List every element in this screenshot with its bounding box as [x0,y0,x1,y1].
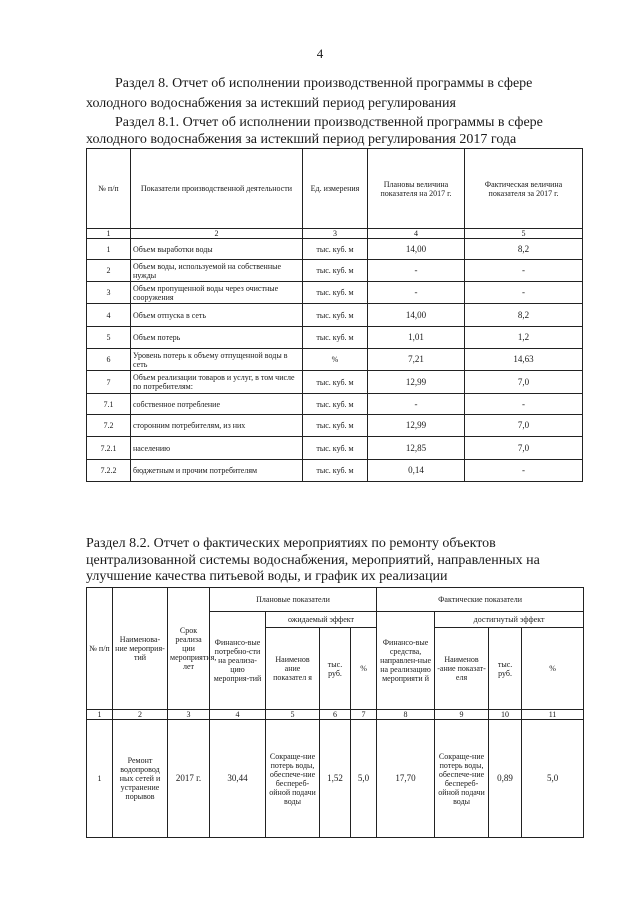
row-plan: 0,14 [368,460,465,482]
header-fact: Фактическая величина показателя за 2017 г. [465,149,583,229]
header-plan-effect-name: Наименов ание показател я [266,628,320,710]
col-number: 3 [168,710,210,720]
column-number-row [87,229,583,239]
col-number: 4 [368,229,465,239]
header-indicator: Показатели производственной деятельности [131,149,303,229]
section-8-2-heading-line1: Раздел 8.2. Отчет о фактических мероприятиях по ремонту объектов [86,536,496,551]
table-row [87,327,583,349]
table-row [87,239,583,260]
header-name: Наименова-ние мероприя-тий [113,588,168,710]
header-term: Срок реализа ции мероприятия, лет [168,588,210,710]
table-row [87,720,584,838]
row-unit: тыс. куб. м [303,415,368,437]
row-unit: тыс. куб. м [303,437,368,460]
row-name: Объем воды, используемой на собственные нужды [131,260,303,282]
row-fact: 14,63 [465,349,583,371]
row-name: Объем отпуска в сеть [131,304,303,327]
col-number: 8 [377,710,435,720]
row-fact: 7,0 [465,415,583,437]
header-plan-effect-thousand: тыс. руб. [320,628,351,710]
header-plan-effect-pct: % [351,628,377,710]
row-plan: 12,99 [368,371,465,394]
row-num: 6 [87,349,131,371]
row-term: 2017 г. [168,720,210,838]
row-plan: - [368,394,465,415]
page-number: 4 [316,46,324,61]
row-name: населению [131,437,303,460]
row-num: 4 [87,304,131,327]
row-num: 7.2.2 [87,460,131,482]
col-number: 1 [87,710,113,720]
row-fact: - [465,394,583,415]
table-row [87,304,583,327]
row-fact: - [465,282,583,304]
header-unit: Ед. измерения [303,149,368,229]
table-row [87,394,583,415]
row-num: 2 [87,260,131,282]
column-number-row [87,710,584,720]
table-row [87,260,583,282]
col-number: 4 [210,710,266,720]
col-number: 2 [113,710,168,720]
row-plan-effect-pct: 5,0 [351,720,377,838]
row-plan: 14,00 [368,304,465,327]
row-unit: тыс. куб. м [303,260,368,282]
row-name: Объем выработки воды [131,239,303,260]
section-8-1-heading-line2: холодного водоснабжения за истекший период регулирования 2017 года [86,132,517,147]
table-row [87,349,583,371]
row-fact: 8,2 [465,239,583,260]
row-name: Объем реализации товаров и услуг, в том числе по потребителям: [131,371,303,394]
header-fact-effect-pct: % [522,628,584,710]
section-8-heading-line1: Раздел 8. Отчет об исполнении производственной программы в сфере [115,76,533,91]
row-fact-finance: 17,70 [377,720,435,838]
row-unit: тыс. куб. м [303,394,368,415]
row-plan: - [368,260,465,282]
section-8-2-heading-line2: централизованной системы водоснабжения, мероприятий, направленных на [86,553,540,568]
row-num: 7.1 [87,394,131,415]
col-number: 11 [522,710,584,720]
table-row [87,460,583,482]
header-fact-effect-name: Наименов -ание показат-еля [435,628,489,710]
row-num: 7.2.1 [87,437,131,460]
col-number: 6 [320,710,351,720]
col-number: 2 [131,229,303,239]
row-unit: тыс. куб. м [303,304,368,327]
row-plan-effect-thousand: 1,52 [320,720,351,838]
production-program-table [86,148,583,482]
row-fact-effect-thousand: 0,89 [489,720,522,838]
header-actual: Фактические показатели [377,588,584,612]
row-name: Объем пропущенной воды через очистные сооружения [131,282,303,304]
header-fact-finance: Финансо-вые средства, направлен-ные на реализацию мероприяти й [377,612,435,710]
row-fact: 1,2 [465,327,583,349]
header-plan-finance: Финансо-вые потребно-сти на реализа-цию мероприя-тий [210,612,266,710]
section-8-heading-line2: холодного водоснабжения за истекший период регулирования [86,96,456,111]
row-plan: - [368,282,465,304]
header-expected-effect: ожидаемый эффект [266,612,377,628]
header-num: № п/п [87,149,131,229]
row-unit: тыс. куб. м [303,327,368,349]
col-number: 9 [435,710,489,720]
row-num: 7.2 [87,415,131,437]
row-unit: тыс. куб. м [303,460,368,482]
row-plan: 12,85 [368,437,465,460]
table-row [87,282,583,304]
row-fact: - [465,460,583,482]
row-plan: 1,01 [368,327,465,349]
col-number: 5 [465,229,583,239]
table-row [87,371,583,394]
row-fact-effect-pct: 5,0 [522,720,584,838]
row-num: 5 [87,327,131,349]
row-plan: 12,99 [368,415,465,437]
header-planned: Плановые показатели [210,588,377,612]
col-number: 7 [351,710,377,720]
row-name: сторонним потребителям, из них [131,415,303,437]
header-achieved-effect: достигнутый эффект [435,612,584,628]
row-name: бюджетным и прочим потребителям [131,460,303,482]
section-8-2-heading-line3: улучшение качества питьевой воды, и график их реализации [86,569,448,584]
row-fact: 7,0 [465,371,583,394]
header-group-row [87,588,584,612]
row-plan-effect-name: Сокраще-ние потерь воды, обеспече-ние бесперeб-ойной подачи воды [266,720,320,838]
table-row [87,437,583,460]
row-fact-effect-name: Сокраще-ние потерь воды, обеспече-ние бесперeб-ойной подачи воды [435,720,489,838]
col-number: 5 [266,710,320,720]
header-fact-effect-thousand: тыс. руб. [489,628,522,710]
row-name: Объем потерь [131,327,303,349]
row-num: 1 [87,720,113,838]
table-row [87,415,583,437]
row-unit: тыс. куб. м [303,371,368,394]
col-number: 10 [489,710,522,720]
row-unit: тыс. куб. м [303,282,368,304]
row-plan: 7,21 [368,349,465,371]
row-unit: тыс. куб. м [303,239,368,260]
row-num: 3 [87,282,131,304]
row-num: 7 [87,371,131,394]
header-num: № п/п [87,588,113,710]
row-name: Уровень потерь к объему отпущенной воды в сеть [131,349,303,371]
section-8-1-heading-line1: Раздел 8.1. Отчет об исполнении производственной программы в сфере [115,115,543,130]
col-number: 3 [303,229,368,239]
row-fact: - [465,260,583,282]
row-name: собственное потребление [131,394,303,415]
row-num: 1 [87,239,131,260]
row-plan-finance: 30,44 [210,720,266,838]
table-header-row [87,149,583,229]
row-plan: 14,00 [368,239,465,260]
header-plan: Плановы величина показателя на 2017 г. [368,149,465,229]
col-number: 1 [87,229,131,239]
repair-activities-table [86,587,584,838]
row-unit: % [303,349,368,371]
row-fact: 7,0 [465,437,583,460]
row-fact: 8,2 [465,304,583,327]
row-name: Ремонт водопровод ных сетей и устранение порывов [113,720,168,838]
